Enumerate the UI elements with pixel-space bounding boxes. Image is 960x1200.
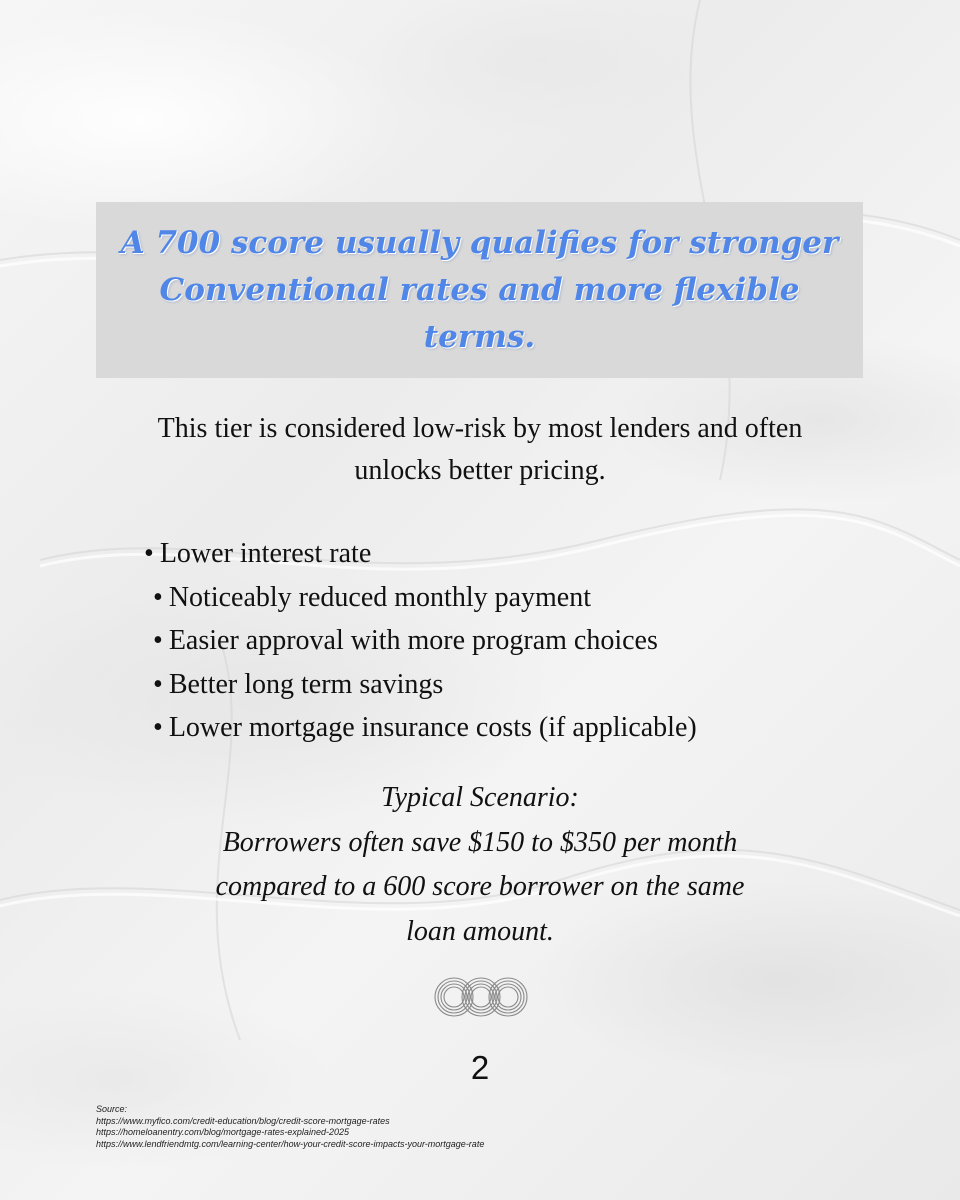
scenario-line: Borrowers often save $150 to $350 per month (222, 826, 738, 858)
list-item-text: Lower mortgage insurance costs (if applicable) (168, 712, 697, 743)
list-item-text: Noticeably reduced monthly payment (168, 581, 592, 613)
source-url: https://www.lendfriendmtg.com/learning-center/how-your-credit-score-impacts-your-mortgage-rate (96, 1138, 485, 1149)
typical-scenario (140, 776, 820, 954)
bullet-icon: • (153, 712, 163, 743)
scenario-heading: Typical Scenario: (381, 782, 579, 813)
headline-line-1: A 700 score usually qualifies for stronger (120, 224, 839, 261)
scenario-line: compared to a 600 score borrower on the same (215, 871, 745, 902)
bullet-icon: • (153, 581, 163, 613)
headline-line-2: Conventional rates and more flexible terms. (159, 271, 800, 355)
list-item-text: Better long term savings (168, 668, 444, 700)
intro-line-1: This tier is considered low-risk by most lenders and often (157, 413, 803, 444)
headline-banner (96, 202, 863, 378)
sources-label: Source: (96, 1104, 128, 1114)
bullet-icon: • (153, 625, 163, 656)
list-item (144, 706, 697, 750)
list-item (144, 663, 697, 707)
scenario-line: loan amount. (406, 915, 554, 947)
list-item-text: Lower interest rate (159, 538, 372, 569)
bullet-icon: • (144, 538, 154, 569)
list-item (144, 532, 697, 576)
three-interlocked-rings-icon (433, 975, 529, 1019)
list-item (144, 576, 697, 620)
source-url: https://homeloanentry.com/blog/mortgage-rates-explained-2025 (96, 1127, 349, 1137)
headline (116, 220, 843, 361)
list-item (144, 619, 697, 663)
intro-paragraph (90, 408, 870, 492)
benefits-list (144, 532, 697, 750)
sources-footnote (96, 1104, 484, 1150)
source-url: https://www.myfico.com/credit-education/blog/credit-score-mortgage-rates (96, 1115, 390, 1126)
page-number: 2 (470, 1049, 490, 1086)
intro-line-2: unlocks better pricing. (354, 455, 606, 486)
bullet-icon: • (153, 668, 163, 700)
list-item-text: Easier approval with more program choices (168, 625, 658, 656)
